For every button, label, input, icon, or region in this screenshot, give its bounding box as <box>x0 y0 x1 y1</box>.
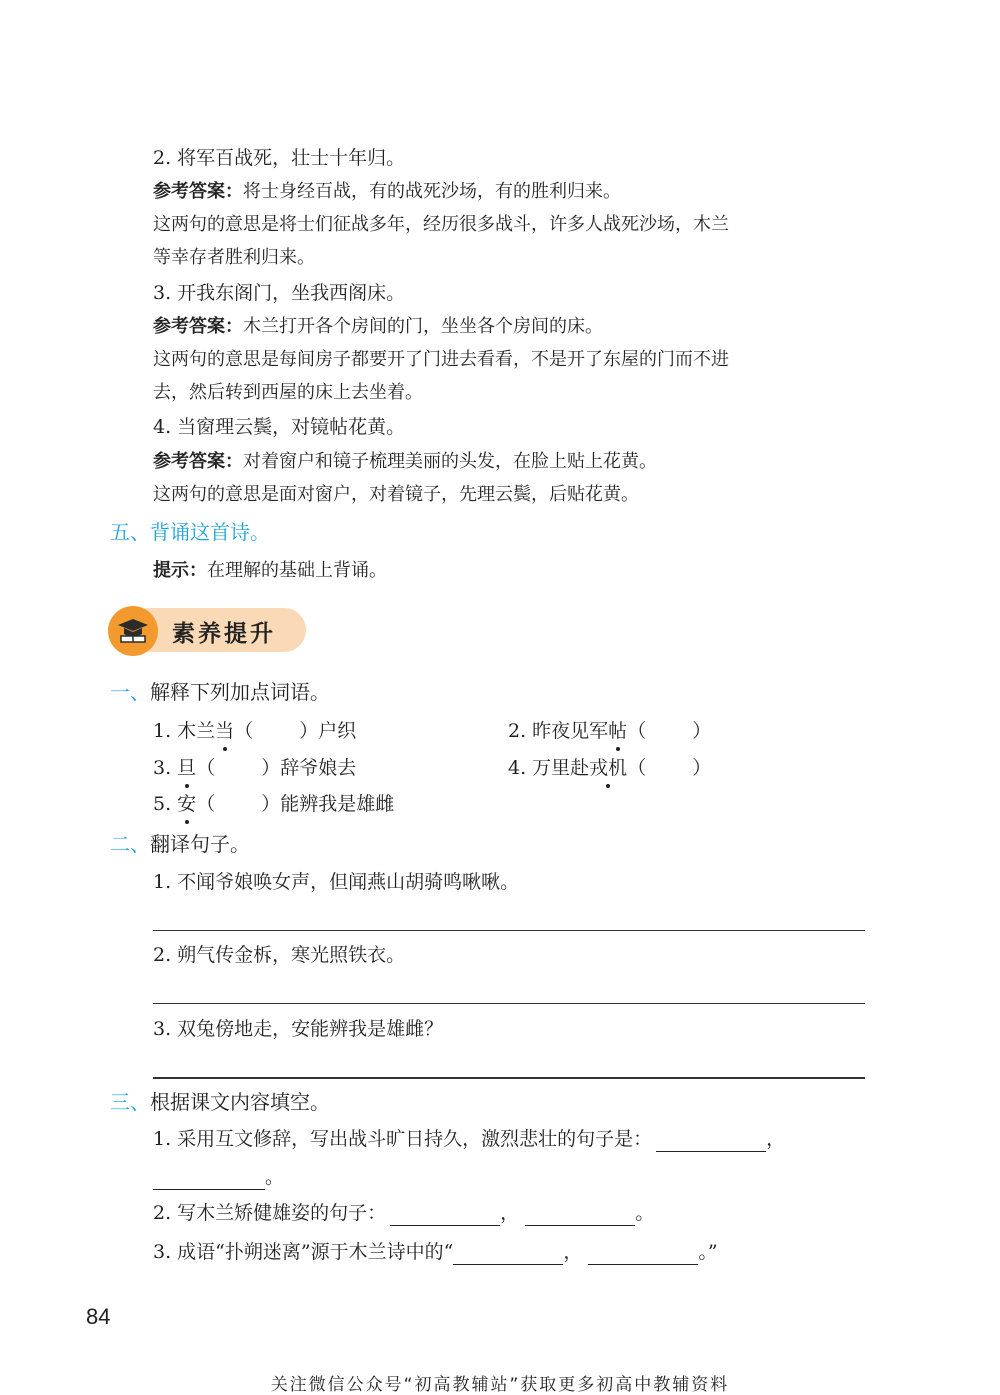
explanation-4: 这两句的意思是面对窗户，对着镜子，先理云鬓，后贴花黄。 <box>153 484 639 505</box>
answer-label: 参考答案： <box>153 316 243 337</box>
question-text: 3. 成语“扑朔迷离”源于木兰诗中的“ <box>153 1241 454 1263</box>
item-text: 1. 木兰 <box>153 720 216 742</box>
fill-q1-cont <box>153 1164 284 1190</box>
part-1-title: 解释下列加点词语。 <box>150 680 330 704</box>
answer-text: 对着窗户和镜子梳理美丽的头发，在脸上贴上花黄。 <box>243 451 657 472</box>
paren-open: （ <box>196 793 216 815</box>
banner-title: 素养提升 <box>172 621 276 647</box>
question-text: 2. 写木兰矫健雄姿的句子： <box>153 1202 387 1224</box>
item-text: 辞爷娘去 <box>280 757 357 779</box>
section-5-title: 五、背诵这首诗。 <box>110 520 270 544</box>
answer-line-3[interactable] <box>153 1077 865 1079</box>
vocab-item-3 <box>153 755 356 781</box>
paren-open: （ <box>627 757 647 779</box>
explanation-3-line2: 去，然后转到西屋的床上去坐着。 <box>153 382 423 403</box>
question-text: 1. 采用互文修辞，写出战斗旷日持久，激烈悲壮的句子是： <box>153 1128 653 1150</box>
paren-open: （ <box>196 757 216 779</box>
fill-q2 <box>153 1200 654 1226</box>
fill-blank[interactable] <box>656 1131 766 1152</box>
item-text: 户织 <box>318 720 357 742</box>
paren-open: （ <box>234 720 254 742</box>
graduation-cap-icon <box>117 617 149 645</box>
vocab-item-5 <box>153 791 394 817</box>
question-2: 2. 将军百战死，壮士十年归。 <box>153 147 406 169</box>
comma: ， <box>766 1128 786 1150</box>
dotted-word: 帖 <box>608 720 628 742</box>
item-text: 能辨我是雄雌 <box>280 793 395 815</box>
part-1-heading <box>110 678 330 706</box>
fill-blank[interactable] <box>588 1244 698 1265</box>
fill-q1 <box>153 1126 785 1152</box>
footer-note: 关注微信公众号“初高教辅站”获取更多初高中教辅资料 <box>270 1375 730 1395</box>
part-2-title: 翻译句子。 <box>150 832 250 856</box>
part-1-number: 一、 <box>110 680 150 704</box>
translate-q3: 3. 双兔傍地走，安能辨我是雄雌？ <box>153 1018 444 1040</box>
fill-q3 <box>153 1239 718 1265</box>
period: 。 <box>635 1202 655 1224</box>
fill-blank[interactable] <box>153 1169 265 1190</box>
hint-text: 在理解的基础上背诵。 <box>207 560 387 581</box>
part-3-title: 根据课文内容填空。 <box>150 1090 330 1114</box>
fill-blank[interactable] <box>525 1205 635 1226</box>
paren-close: ） <box>261 757 281 779</box>
page-number: 84 <box>86 1304 111 1329</box>
answer-3 <box>153 314 603 340</box>
translate-q2: 2. 朔气传金柝，寒光照铁衣。 <box>153 944 406 966</box>
answer-line-1[interactable] <box>153 930 865 931</box>
item-text: 3. <box>153 757 178 779</box>
part-3-number: 三、 <box>110 1090 150 1114</box>
comma: ， <box>500 1202 520 1224</box>
question-4: 4. 当窗理云鬓，对镜帖花黄。 <box>153 416 406 438</box>
item-text: 2. 昨夜见军 <box>508 720 609 742</box>
vocab-item-1 <box>153 718 356 744</box>
translate-q1: 1. 不闻爷娘唤女声，但闻燕山胡骑鸣啾啾。 <box>153 871 520 893</box>
quote-end: 。” <box>698 1241 718 1263</box>
part-2-heading <box>110 830 250 858</box>
part-3-heading <box>110 1088 330 1116</box>
paren-close: ） <box>261 793 281 815</box>
answer-text: 将士身经百战，有的战死沙场，有的胜利归来。 <box>243 181 621 202</box>
answer-2 <box>153 179 621 205</box>
answer-4 <box>153 449 657 475</box>
dotted-word: 当 <box>215 720 235 742</box>
dotted-word: 安 <box>177 793 197 815</box>
answer-label: 参考答案： <box>153 181 243 202</box>
section-5-hint <box>153 558 387 584</box>
section-banner <box>108 606 308 656</box>
explanation-2-line2: 等幸存者胜利归来。 <box>153 247 315 268</box>
hint-label: 提示： <box>153 560 207 581</box>
item-text: 4. 万里赴 <box>508 757 590 779</box>
vocab-item-4 <box>508 755 711 781</box>
paren-close: ） <box>299 720 319 742</box>
paren-close: ） <box>692 757 712 779</box>
explanation-3-line1: 这两句的意思是每间房子都要开了门进去看看，不是开了东屋的门而不进 <box>153 349 729 370</box>
answer-label: 参考答案： <box>153 451 243 472</box>
explanation-2-line1: 这两句的意思是将士们征战多年，经历很多战斗，许多人战死沙场，木兰 <box>153 214 729 235</box>
fill-blank[interactable] <box>390 1205 500 1226</box>
vocab-item-2 <box>508 718 711 744</box>
comma: ， <box>563 1241 583 1263</box>
paren-open: （ <box>627 720 647 742</box>
period: 。 <box>265 1166 285 1188</box>
part-2-number: 二、 <box>110 832 150 856</box>
answer-line-2[interactable] <box>153 1003 865 1004</box>
dotted-word: 旦 <box>177 757 197 779</box>
answer-text: 木兰打开各个房间的门，坐坐各个房间的床。 <box>243 316 603 337</box>
dotted-word: 戎机 <box>589 757 628 779</box>
item-text: 5. <box>153 793 178 815</box>
fill-blank[interactable] <box>453 1244 563 1265</box>
question-3: 3. 开我东阁门，坐我西阁床。 <box>153 282 406 304</box>
paren-close: ） <box>692 720 712 742</box>
